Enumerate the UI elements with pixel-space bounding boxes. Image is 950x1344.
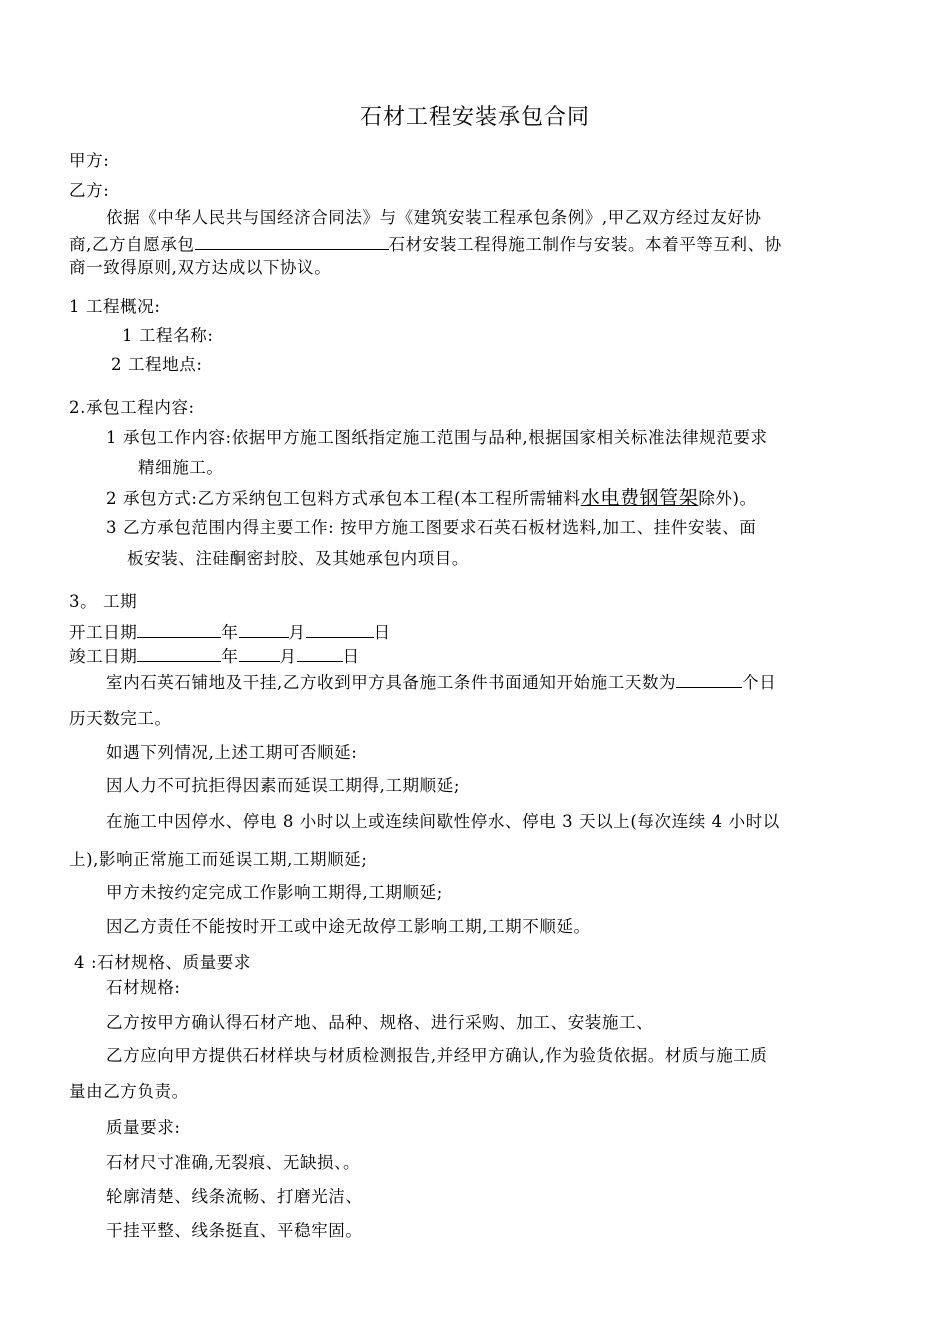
quality-item-3: 干挂平整、线条挺直、平稳牢固。 (106, 1221, 363, 1240)
stone-spec-p2-cont: 量由乙方负责。 (69, 1082, 189, 1101)
section-2-item-1: 1 承包工作内容:依据甲方施工图纸指定施工范围与品种,根据国家相关标准法律规范要求 (106, 428, 768, 447)
project-name-label: 1 工程名称: (122, 326, 214, 345)
quality-item-2: 轮廓清楚、线条流畅、打磨光洁、 (106, 1187, 363, 1206)
section-1-heading: 1 工程概况: (69, 297, 161, 316)
intro-line-1: 依据《中华人民共与国经济合同法》与《建筑安装工程承包条例》,甲乙双方经过友好协 (106, 208, 762, 227)
start-date-line: 开工日期 年 月 日 (69, 620, 391, 644)
extension-case-1: 因人力不可抗拒得因素而延误工期得,工期顺延; (106, 776, 461, 795)
party-a-label: 甲方: (69, 151, 110, 170)
intro-line-3: 商一致得原则,双方达成以下协议。 (69, 258, 332, 277)
stone-spec-label: 石材规格: (106, 978, 181, 997)
section-2-item-2: 2 承包方式:乙方采纳包工包料方式承包本工程(本工程所需辅料水电费钢管架除外)。 (106, 487, 757, 509)
excluded-items: 水电费钢管架 (580, 487, 699, 509)
extension-case-2-cont: 上),影响正常施工而延误工期,工期顺延; (69, 850, 368, 869)
contract-project-blank (195, 232, 389, 250)
extension-intro: 如遇下列情况,上述工期可否顺延: (106, 743, 358, 762)
intro-line-2: 商,乙方自愿承包 石材安装工程得施工制作与安装。本着平等互利、协 (69, 232, 782, 256)
no-extension-case: 因乙方责任不能按时开工或中途无故停工影响工期,工期不顺延。 (106, 917, 591, 936)
section-3-heading: 3。 工期 (69, 592, 138, 611)
section-2-item-3: 3 乙方承包范围内得主要工作: 按甲方施工图要求石英石板材选料,加工、挂件安装、面 (106, 518, 757, 537)
extension-case-3: 甲方未按约定完成工作影响工期得,工期顺延; (106, 883, 443, 902)
section-4-heading: 4 :石材规格、质量要求 (74, 953, 252, 972)
stone-spec-p2: 乙方应向甲方提供石材样块与材质检测报告,并经甲方确认,作为验货依据。材质与施工质 (106, 1046, 768, 1065)
party-b-label: 乙方: (69, 181, 110, 200)
duration-line-cont: 历天数完工。 (69, 709, 172, 728)
extension-case-2: 在施工中因停水、停电 8 小时以上或连续间歇性停水、停电 3 天以上(每次连续 4 小时以 (106, 812, 780, 831)
quality-label: 质量要求: (106, 1118, 181, 1137)
project-location-label: 2 工程地点: (111, 355, 203, 374)
duration-line: 室内石英石铺地及干挂,乙方收到甲方具备施工条件书面通知开始施工天数为 个日 (106, 670, 776, 694)
section-2-item-1-cont: 精细施工。 (138, 458, 224, 477)
section-2-heading: 2.承包工程内容: (69, 398, 195, 417)
end-date-line: 竣工日期 年 月 日 (69, 644, 360, 668)
document-title: 石材工程安装承包合同 (359, 105, 590, 130)
quality-item-1: 石材尺寸准确,无裂痕、无缺损、。 (106, 1153, 361, 1172)
stone-spec-p1: 乙方按甲方确认得石材产地、品种、规格、进行采购、加工、安装施工、 (106, 1013, 654, 1032)
section-2-item-3-cont: 板安装、注硅酮密封胶、及其她承包内项目。 (127, 549, 469, 568)
